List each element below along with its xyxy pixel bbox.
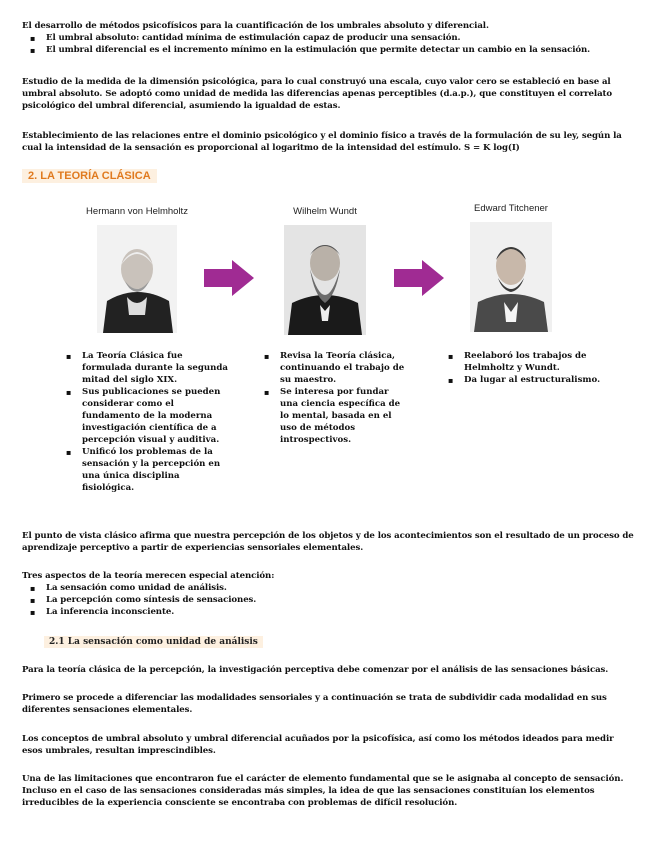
person-name: Hermann von Helmholtz <box>86 206 188 217</box>
aspects-intro: Tres aspectos de la teoría merecen especial atención: <box>22 571 275 581</box>
portrait-wundt-image <box>284 225 366 335</box>
paragraph: Establecimiento de las relaciones entre el dominio psicológico y el dominio físico a través de la formulación de su ley, según la cual la intensidad de la sensación es proporcional al logaritmo de la intensidad del estímulo. S = K log(I) <box>22 131 622 153</box>
portrait-helmholtz-image <box>97 225 177 333</box>
list-item: ▪ La inferencia inconsciente. <box>22 606 634 618</box>
paragraph: Una de las limitaciones que encontraron fue el carácter de elemento fundamental que se le asignaba al concepto de sensación. Incluso en el caso de las sensaciones consideradas más simples, la idea de que las sensaciones constituían los elementos irreducibles de la experiencia consciente se encontraba con problemas de difícil resolución. <box>22 774 624 808</box>
subsection-heading: 2.1 La sensación como unidad de análisis <box>44 636 263 648</box>
list-item: ▪ El umbral diferencial es el incremento mínimo en la estimulación que permite detectar un cambio en la sensación. <box>22 44 634 56</box>
aspects-list <box>22 582 634 618</box>
list-item: ▪ Se interesa por fundar una ciencia específica de lo mental, basada en el uso de métodos introspectivos. <box>256 386 406 446</box>
paragraph: Estudio de la medida de la dimensión psicológica, para lo cual construyó una escala, cuyo valor cero se estableció en base al umbral absoluto. Se adoptó como unidad de medida las diferencias apenas perceptibles (d.a.p.), que constituyen el correlato psicológico del umbral diferencial, asumiendo la igualdad de estas. <box>22 77 613 111</box>
list-item: ▪ Revisa la Teoría clásica, continuando el trabajo de su maestro. <box>256 350 406 386</box>
list-item: ▪ Da lugar al estructuralismo. <box>440 374 620 386</box>
person-wundt <box>270 206 380 335</box>
intro-section <box>22 20 634 56</box>
list-item: ▪ La Teoría Clásica fue formulada durante la segunda mitad del siglo XIX. <box>58 350 228 386</box>
wundt-notes <box>256 350 406 446</box>
threshold-list <box>22 32 634 56</box>
section-heading: 2. LA TEORÍA CLÁSICA <box>22 169 157 183</box>
titchener-notes <box>440 350 620 386</box>
paragraph: Primero se procede a diferenciar las modalidades sensoriales y a continuación se trata de subdividir cada modalidad en sus diferentes sensaciones elementales. <box>22 693 607 715</box>
list-item: ▪ Sus publicaciones se pueden considerar como el fundamento de la moderna investigación científica de a percepción visual y auditiva. <box>58 386 228 446</box>
list-item: ▪ La percepción como síntesis de sensaciones. <box>22 594 634 606</box>
paragraph: Para la teoría clásica de la percepción, la investigación perceptiva debe comenzar por el análisis de las sensaciones básicas. <box>22 665 609 675</box>
paragraph: El punto de vista clásico afirma que nuestra percepción de los objetos y de los acontecimientos son el resultado de un proceso de aprendizaje perceptivo a partir de experiencias sensoriales elementales. <box>22 531 634 553</box>
list-item: ▪ Unificó los problemas de la sensación y la percepción en una única disciplina fisiológica. <box>58 446 228 494</box>
portrait-titchener-image <box>470 222 552 332</box>
intro-line: El desarrollo de métodos psicofísicos para la cuantificación de los umbrales absoluto y diferencial. <box>22 21 489 31</box>
list-item: ▪ La sensación como unidad de análisis. <box>22 582 634 594</box>
paragraph: Los conceptos de umbral absoluto y umbral diferencial acuñados por la psicofísica, así como los métodos ideados para medir esos umbrales, resultan imprescindibles. <box>22 734 614 756</box>
list-item: ▪ Reelaboró los trabajos de Helmholtz y Wundt. <box>440 350 620 374</box>
helmholtz-notes <box>58 350 228 494</box>
arrow-right-icon <box>204 258 254 298</box>
arrow-right-icon <box>394 258 444 298</box>
person-helmholtz <box>82 206 192 333</box>
list-item: ▪ El umbral absoluto: cantidad mínima de estimulación capaz de producir una sensación. <box>22 32 634 44</box>
person-titchener <box>456 203 566 332</box>
person-name: Wilhelm Wundt <box>293 206 357 217</box>
aspects-section <box>22 570 634 618</box>
person-name: Edward Titchener <box>474 203 548 214</box>
